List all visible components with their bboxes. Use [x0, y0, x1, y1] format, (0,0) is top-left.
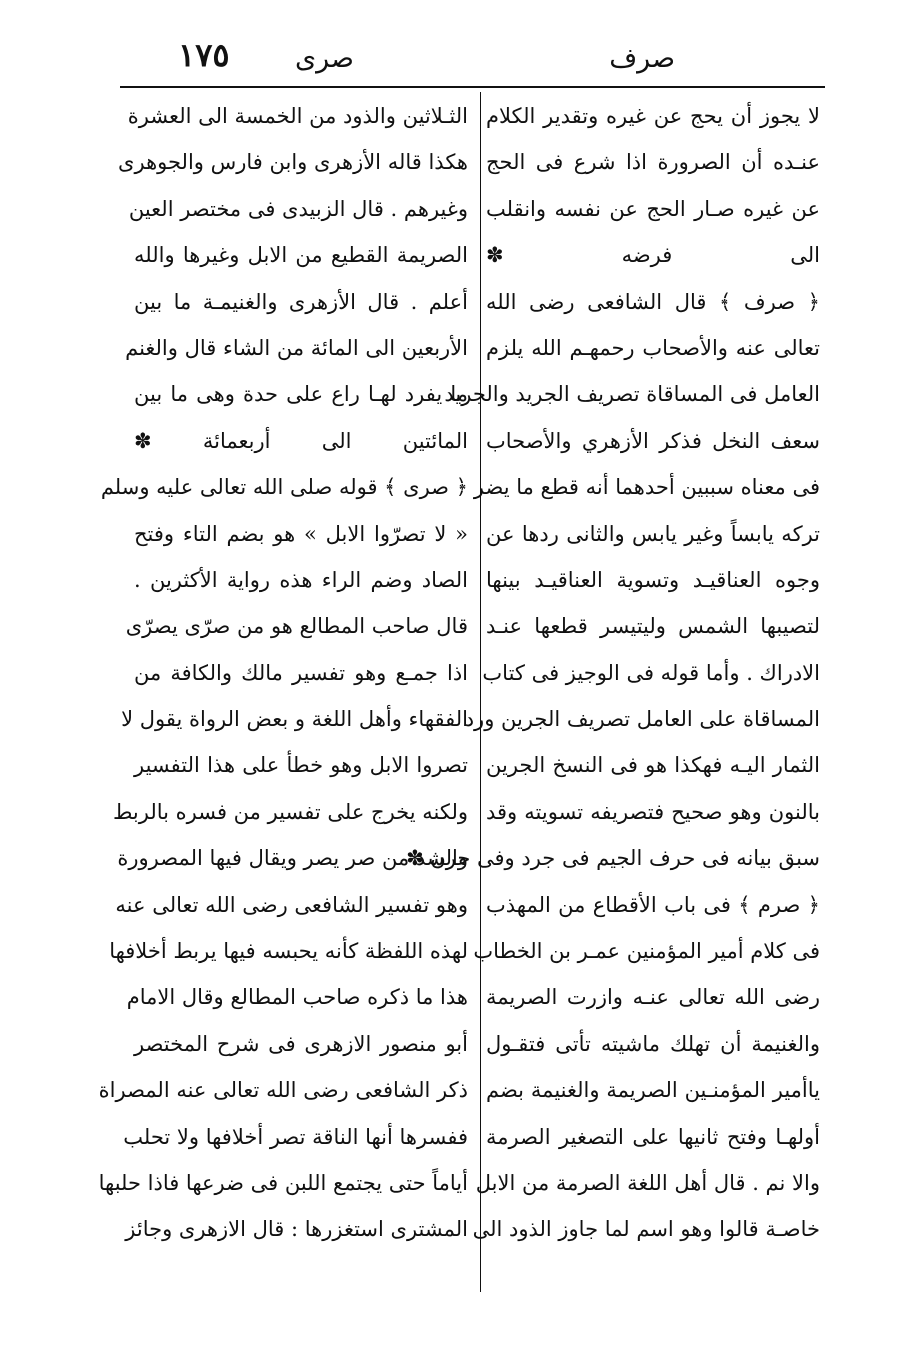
- right-column-line: أولهـا وفتح ثانيها على التصغير الصرمة: [486, 1124, 820, 1149]
- left-column-line: اذا جمـع وهو تفسير مالك والكافة من: [134, 660, 468, 685]
- page-number: ١٧٥: [178, 36, 230, 74]
- right-column-line: العامل فى المساقاة تصريف الجريد والجريد: [444, 382, 820, 407]
- left-column-line: ففسرها أنها الناقة تصر أخلافها ولا تحلب: [123, 1124, 468, 1149]
- right-column-line: خاصـة قالوا وهو اسم لما جاوز الذود الى: [472, 1217, 820, 1242]
- right-column-line: ﴿ صرف ﴾ قال الشافعى رضى الله: [486, 289, 820, 314]
- left-column-line: الصريمة القطيع من الابل وغيرها والله: [134, 243, 468, 268]
- right-column-line: ﴿ صرم ﴾ فى باب الأقطاع من المهذب: [486, 892, 820, 917]
- running-header: [120, 36, 825, 86]
- right-column-line: عنـده أن الصرورة اذا شرع فى الحج: [486, 150, 820, 175]
- left-column-line: الصاد وضم الراء هذه رواية الأكثرين .: [134, 567, 468, 592]
- right-column-line: رضى الله تعالى عنـه وازرت الصريمة: [486, 985, 820, 1010]
- left-column-line: ذكر الشافعى رضى الله تعالى عنه المصراة: [98, 1078, 468, 1103]
- left-column-line: الأربعين الى المائة من الشاء قال والغنم: [125, 335, 468, 360]
- left-column-line: لهذه اللفظة كأنه يحبسه فيها يربط أخلافها: [109, 939, 468, 964]
- right-column-line: والا نم . قال أهل اللغة الصرمة من الابل: [475, 1170, 820, 1195]
- right-column-line: والغنيمة أن تهلك ماشيته تأتى فتقـول: [486, 1031, 820, 1056]
- left-column-line: قال صاحب المطالع هو من صرّى يصرّى: [125, 614, 468, 639]
- left-column: [98, 93, 468, 1253]
- right-column-line: الثمار اليـه فهكذا هو فى النسخ الجرين: [486, 753, 820, 778]
- header-rule: [120, 86, 825, 88]
- right-column-line: تعالى عنه والأصحاب رحمهـم الله يلزم: [486, 335, 820, 360]
- left-column-line: « لا تصرّوا الابل » هو بضم التاء وفتح: [134, 521, 468, 546]
- left-column-line: ﴿ صرى ﴾ قوله صلى الله تعالى عليه وسلم: [100, 475, 468, 500]
- header-entry-right: صرف: [609, 43, 675, 74]
- right-column-line: لا يجوز أن يحج عن غيره وتقدير الكلام: [486, 104, 821, 128]
- left-column-line: الفقهاء وأهل اللغة و بعض الرواة يقول لا: [121, 707, 468, 732]
- right-column-line: سعف النخل فذكر الأزهري والأصحاب: [486, 428, 820, 453]
- left-column-line: الثـلاثين والذود من الخمسة الى العشرة: [127, 104, 468, 128]
- right-column-line: عن غيره صـار الحج عن نفسه وانقلب: [486, 196, 820, 221]
- column-divider: [480, 92, 481, 1292]
- left-column-line: هذا ما ذكره صاحب المطالع وقال الامام: [126, 985, 468, 1010]
- right-column-line: الادراك . وأما قوله فى الوجيز فى كتاب: [482, 660, 820, 685]
- right-column-line: فى كلام أمير المؤمنين عمـر بن الخطاب: [473, 939, 820, 964]
- left-column-line: أياماً حتى يجتمع اللبن فى ضرعها فاذا حلبها: [98, 1170, 468, 1195]
- left-column-line: المشترى استغزرها : قال الازهرى وجائز: [125, 1217, 468, 1242]
- left-column-line: هكذا قاله الأزهرى وابن فارس والجوهرى: [118, 150, 468, 175]
- right-column-line: وجوه العناقيـد وتسوية العناقيـد بينها: [486, 567, 820, 592]
- left-column-line: وهو تفسير الشافعى رضى الله تعالى عنه: [115, 892, 468, 917]
- right-column-line: الى فرضه ✽: [486, 243, 820, 268]
- right-column-line: لتصيبها الشمس وليتيسر قطعها عنـد: [486, 614, 820, 639]
- left-column-line: وغيرهم . قال الزبيدى فى مختصر العين: [128, 196, 468, 221]
- left-column-line: أعلم . قال الأزهرى والغنيمـة ما بين: [134, 289, 468, 314]
- right-column: [406, 93, 821, 1253]
- right-column-line: بالنون وهو صحيح فتصريفه تسويته وقد: [486, 799, 820, 824]
- left-column-line: المائتين الى أربعمائة ✽: [134, 428, 468, 453]
- right-column-line: فى معناه سببين أحدهما أنه قطع ما يضر: [473, 475, 820, 500]
- header-entry-left: صرى: [295, 43, 354, 74]
- left-column-line: ولكنه يخرج على تفسير من فسره بالربط: [112, 799, 468, 824]
- left-column-line: ما يفرد لهـا راع على حدة وهى ما بين: [134, 382, 468, 407]
- right-column-line: تركه يابساً وغير يابس والثانى ردها عن: [486, 521, 820, 546]
- right-column-line: المساقاة على العامل تصريف الجرين ورد: [464, 707, 820, 732]
- left-column-line: والشد من صر يصر ويقال فيها المصرورة: [117, 846, 468, 871]
- right-column-line: سبق بيانه فى حرف الجيم فى جرد وفى جرن ✽: [406, 846, 820, 871]
- right-column-line: ياأمير المؤمنـين الصريمة والغنيمة بضم: [486, 1078, 820, 1103]
- left-column-line: أبو منصور الازهرى فى شرح المختصر: [134, 1031, 468, 1056]
- left-column-line: تصروا الابل وهو خطأ على هذا التفسير: [134, 753, 468, 778]
